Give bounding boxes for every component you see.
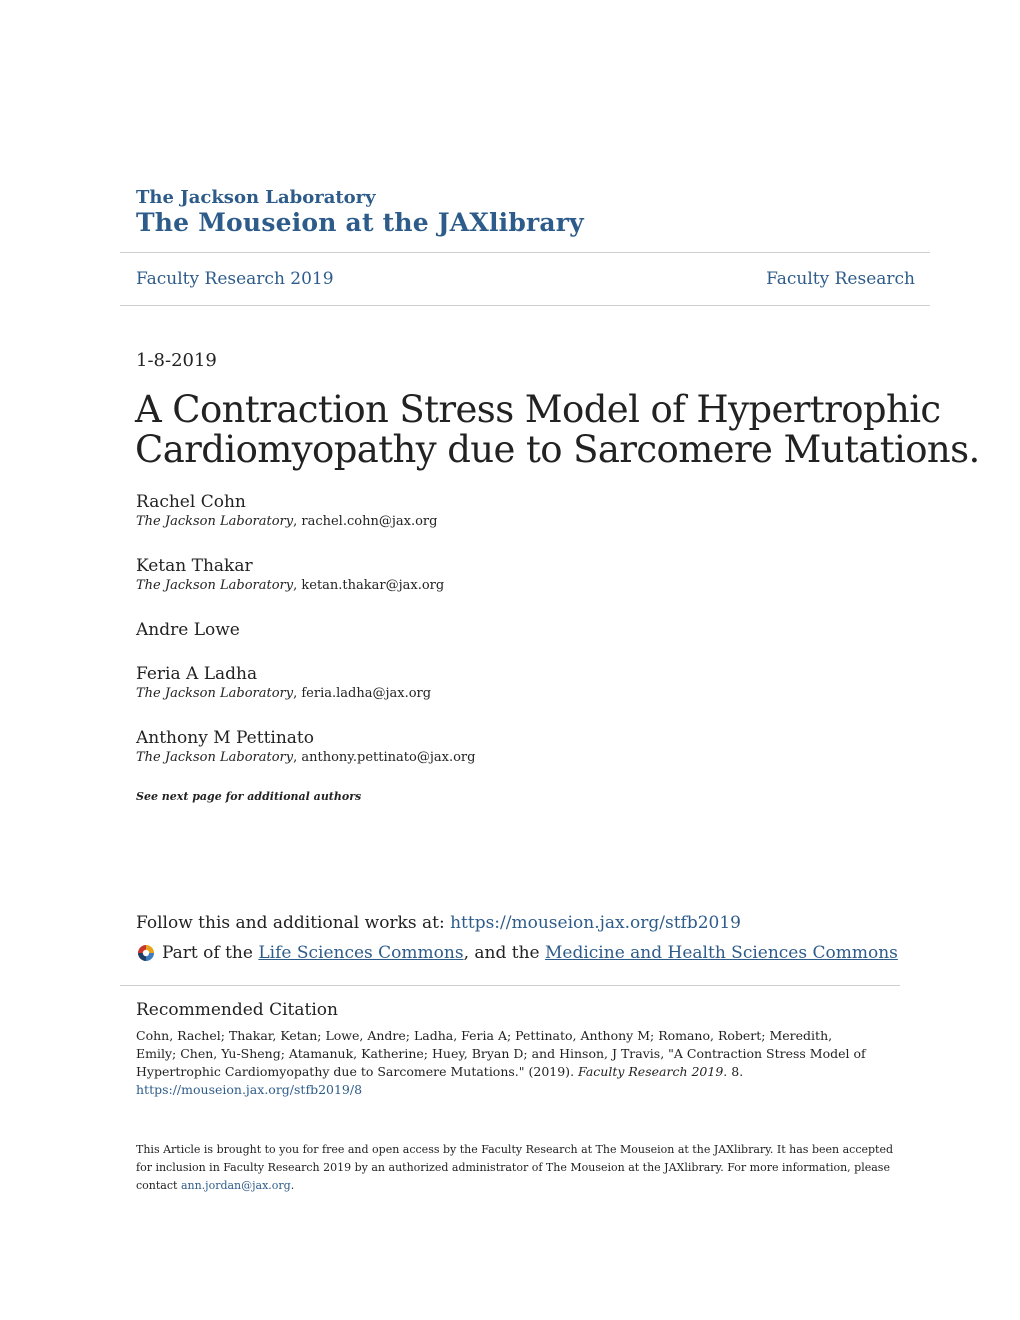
article-title-line-2: Cardiomyopathy due to Sarcomere Mutations. [135, 428, 980, 471]
life-sciences-commons-link[interactable]: Life Sciences Commons [258, 943, 464, 963]
collection-link[interactable]: https://mouseion.jax.org/stfb2019 [450, 913, 741, 933]
citation-heading: Recommended Citation [136, 1000, 338, 1020]
divider [120, 305, 930, 306]
digital-commons-logo-icon [136, 943, 156, 963]
medicine-health-commons-link[interactable]: Medicine and Health Sciences Commons [545, 943, 898, 963]
author-affiliation: The Jackson Laboratory, rachel.cohn@jax.org [136, 514, 438, 529]
author-name: Andre Lowe [136, 620, 240, 640]
citation-url-link[interactable]: https://mouseion.jax.org/stfb2019/8 [136, 1082, 363, 1097]
author-entry [136, 727, 475, 767]
follow-line: Follow this and additional works at: https://mouseion.jax.org/stfb2019 [136, 913, 741, 933]
author-entry [136, 619, 240, 641]
more-authors-note: See next page for additional authors [136, 790, 362, 803]
citation-text: Cohn, Rachel; Thakar, Ketan; Lowe, Andre; Ladha, Feria A; Pettinato, Anthony M; Romano, Robert; Meredith, Emily; Chen, Yu-Sheng; Atamanuk, Katherine; Huey, Bryan D; and Hinson, J Travis, "A Contraction Stress Model of Hypertrophic Cardiomyopathy due to Sarcomere Mutations." (2019). Faculty Research 2019. 8. https://mouseion.jax.org/stfb2019/8 [136, 1028, 866, 1097]
author-affiliation: The Jackson Laboratory, anthony.pettinato@jax.org [136, 750, 476, 765]
author-name: Feria A Ladha [136, 664, 258, 684]
article-title-line-1: A Contraction Stress Model of Hypertrophic [135, 388, 941, 431]
author-entry [136, 555, 444, 595]
author-name: Anthony M Pettinato [136, 728, 314, 748]
series-link-right[interactable]: Faculty Research [766, 269, 915, 289]
institution-name[interactable]: The Jackson Laboratory [136, 187, 376, 208]
series-link-left[interactable]: Faculty Research 2019 [136, 269, 334, 289]
author-affiliation: The Jackson Laboratory, ketan.thakar@jax.org [136, 578, 445, 593]
repository-name[interactable]: The Mouseion at the JAXlibrary [136, 208, 584, 237]
author-name: Ketan Thakar [136, 556, 253, 576]
divider [120, 985, 900, 986]
author-entry [136, 491, 437, 531]
author-name: Rachel Cohn [136, 492, 246, 512]
part-of-line: Part of the Life Sciences Commons , and the Medicine and Health Sciences Commons [136, 943, 898, 963]
access-notice: This Article is brought to you for free and open access by the Faculty Research at The Mouseion at the JAXlibrary. It has been accepted for inclusion in Faculty Research 2019 by an authorized administrator of The Mouseion at the JAXlibrary. For more information, please contact ann.jordan@jax.org. [136, 1143, 893, 1192]
divider [120, 252, 930, 253]
author-affiliation: The Jackson Laboratory, feria.ladha@jax.org [136, 686, 432, 701]
author-entry [136, 663, 431, 703]
publication-date: 1-8-2019 [136, 350, 217, 371]
contact-email-link[interactable]: ann.jordan@jax.org [180, 1179, 291, 1192]
